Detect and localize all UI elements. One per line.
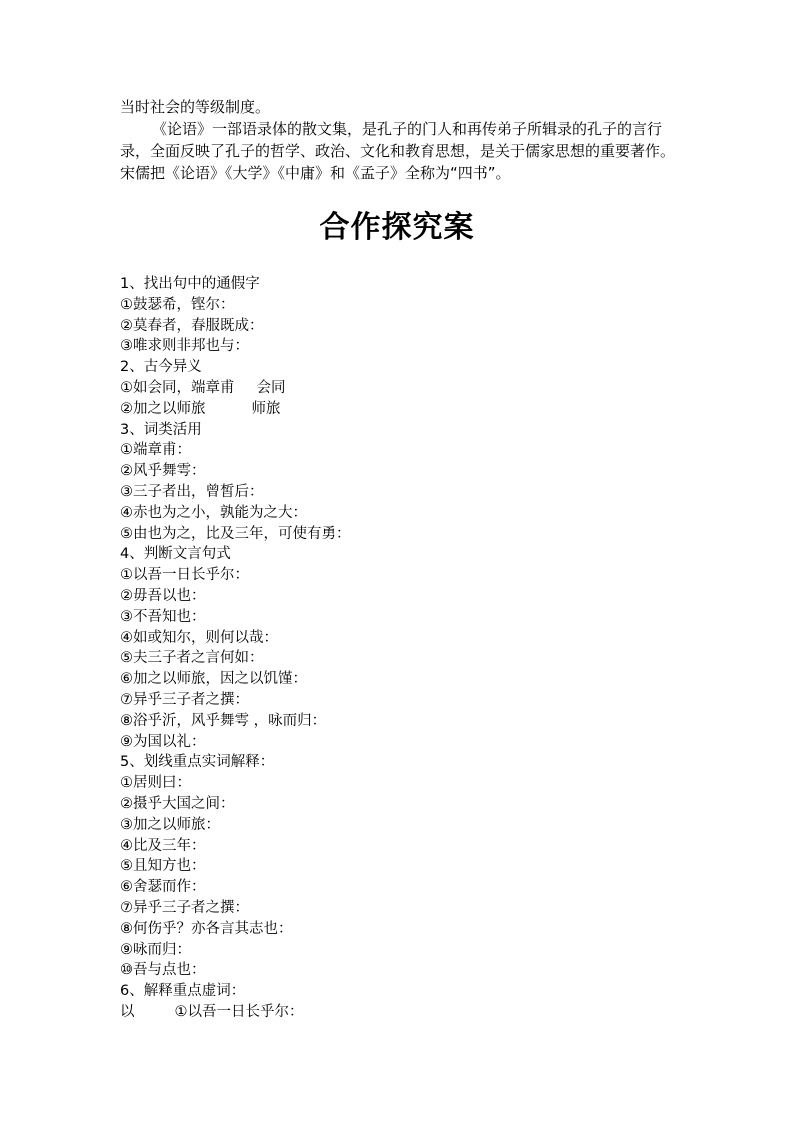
item-sentence: ②加之以师旅 [120,400,206,417]
list-item: ⑤由也为之，比及三年，可使有勇： [120,525,351,542]
list-item: ④如或知尔，则何以哉： [120,629,278,646]
list-item: ①以吾一日长乎尔： [120,567,249,584]
intro-paragraph-1: 当时社会的等级制度。 [120,98,271,116]
intro-paragraph-2: 《论语》一部语录体的散文集，是孔子的门人和再传弟子所辑录的孔子的言行录，全面反映了孔子的哲学、政治、文化和教育思想，是关于儒家思想的重要著作。宋儒把《论语》《大学》《中庸》和《孟子》全称为“四书”。 [120,120,676,182]
section-heading-1: 1、找出句中的通假字 [120,276,260,292]
list-item: ④比及三年： [120,837,206,854]
list-item [120,1002,720,1023]
list-item: ③三子者出，曾皙后： [120,483,264,500]
section-heading-3: 3、词类活用 [120,421,202,438]
list-item: ⑤且知方也： [120,858,206,875]
list-item: ②风乎舞雩： [120,463,206,480]
intro-text [120,96,680,184]
list-item: ⑥加之以师旅，因之以饥馑： [120,671,307,688]
section-heading-4: 4、判断文言句式 [120,546,231,563]
list-item: ②毋吾以也： [120,587,206,604]
list-item: ⑧浴乎沂，风乎舞雩 ，咏而归： [120,712,327,729]
list-item: ③不吾知也： [120,608,206,625]
function-word: 以 [120,1003,135,1020]
list-item: ①端章甫： [120,442,191,459]
item-term: 师旅 [251,400,281,417]
section-heading-6: 6、解释重点虚词： [120,983,246,1000]
list-item [120,378,720,399]
list-item [120,399,720,420]
list-item: ③唯求则非邦也与： [120,338,249,355]
page-title: 合作探究案 [319,210,475,245]
list-item: ③加之以师旅： [120,816,220,833]
list-item: ①鼓瑟希，铿尔： [120,296,235,313]
list-item: ②莫春者，春服既成： [120,317,264,334]
list-item: ⑩吾与点也： [120,962,206,979]
list-item: ⑨咏而归： [120,941,191,958]
list-item: ⑨为国以礼： [120,733,206,750]
section-heading-5: 5、划线重点实词解释： [120,754,275,771]
list-item: ⑧何伤乎？亦各言其志也： [120,920,293,937]
list-item: ①居则曰： [120,775,191,792]
list-item: ⑦异乎三子者之撰： [120,899,249,916]
section-heading-2: 2、古今异义 [120,359,202,376]
exercise-content [120,274,720,1023]
item-sentence: ①如会同，端章甫 [120,379,235,396]
list-item: ④赤也为之小，孰能为之大： [120,504,307,521]
item-term: 会同 [256,379,286,396]
list-item: ⑦异乎三子者之撰： [120,691,249,708]
list-item: ⑤夫三子者之言何如： [120,650,264,667]
list-item: ②摄乎大国之间： [120,795,235,812]
list-item: ⑥舍瑟而作： [120,879,206,896]
item-sentence: ①以吾一日长乎尔： [174,1003,304,1020]
